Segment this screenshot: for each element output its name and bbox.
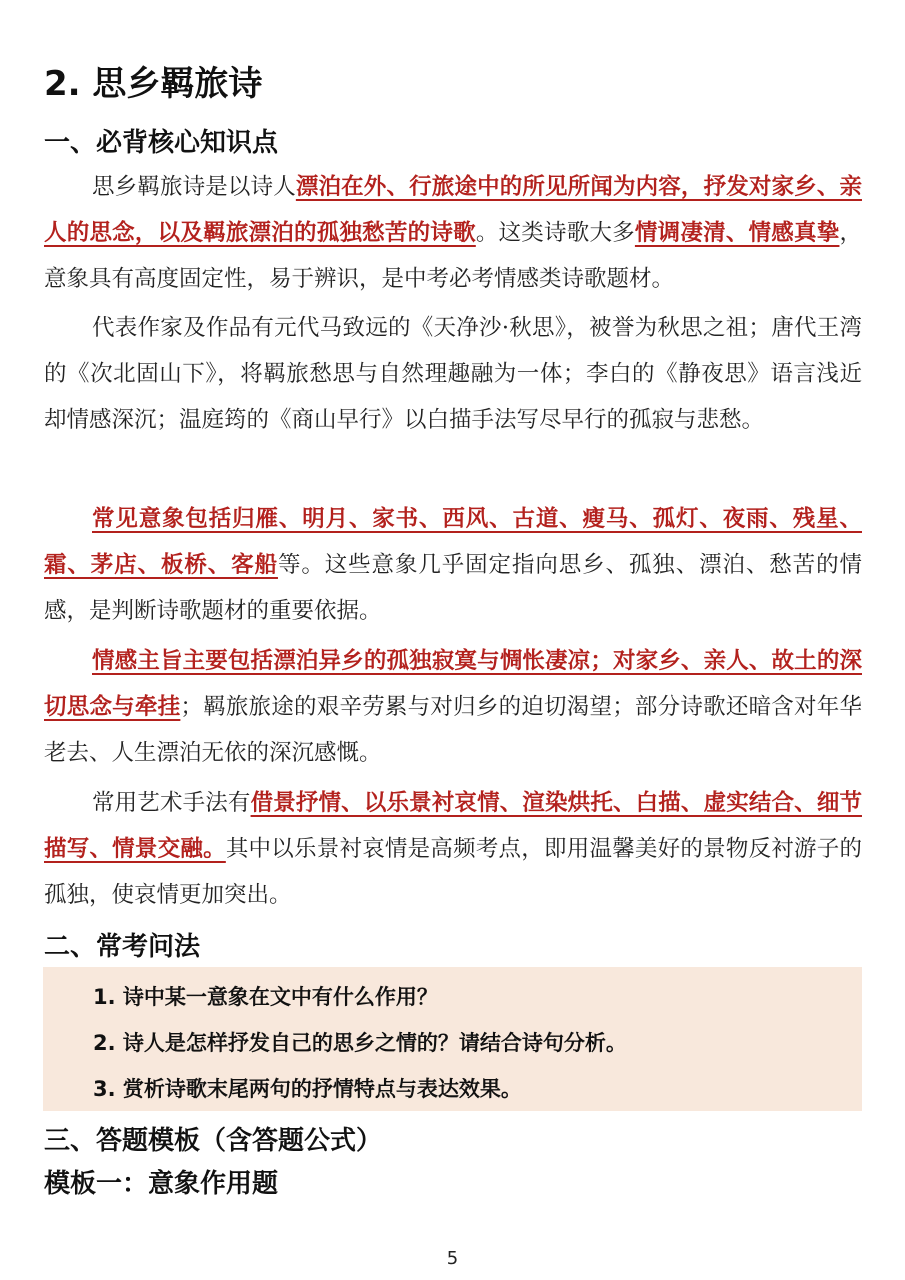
page-number: 5 (446, 1248, 459, 1269)
paragraph-techniques (44, 780, 862, 918)
paragraph-imagery (44, 496, 862, 634)
question-item-2: 2. 诗人是怎样抒发自己的思乡之情的？请结合诗句分析。 (93, 1031, 627, 1055)
question-item-3: 3. 赏析诗歌末尾两句的抒情特点与表达效果。 (93, 1077, 522, 1101)
paragraph-emotion-theme (44, 638, 862, 776)
highlighted-text: 借景抒情、以乐景衬哀情、渲染烘托、白描、虚实结合、细节描写、情景交融。 (44, 790, 862, 862)
paragraph-text: 其中以乐景衬哀情是高频考点，即用温馨美好的景物反衬游子的孤独，使哀情更加突出。 (44, 836, 862, 908)
section-heading-questions: 二、常考问法 (44, 932, 201, 962)
question-box (43, 967, 862, 1111)
highlighted-text: 漂泊在外、行旅途中的所见所闻为内容，抒发对家乡、亲人的思念，以及羁旅漂泊的孤独愁苦的诗歌 (44, 174, 862, 246)
page-title: 2. 思乡羁旅诗 (44, 64, 263, 104)
paragraph-text: 。这类诗歌大多 (475, 220, 635, 246)
paragraph-text: ；羁旅旅途的艰辛劳累与对归乡的迫切渴望；部分诗歌还暗含对年华老去、人生漂泊无依的深沉感慨。 (44, 694, 862, 766)
highlighted-text: 情感主旨主要包括漂泊异乡的孤独寂寞与惆怅凄凉；对家乡、亲人、故土的深切思念与牵挂 (44, 648, 862, 720)
paragraph-text: 常用艺术手法有 (92, 790, 251, 816)
section-heading-knowledge: 一、必背核心知识点 (44, 128, 279, 158)
paragraph-text: 思乡羁旅诗是以诗人 (92, 174, 296, 200)
paragraph-definition (44, 164, 862, 302)
template-subheading: 模板一：意象作用题 (44, 1169, 279, 1199)
highlighted-text: 情调凄清、情感真挚 (634, 220, 840, 246)
paragraph-representative-works: 代表作家及作品有元代马致远的《天净沙·秋思》，被誉为秋思之祖；唐代王湾的《次北固山下》，将羁旅愁思与自然理趣融为一体；李白的《静夜思》语言浅近却情感深沉；温庭筠的《商山早行》以白描手法写尽早行的孤寂与悲愁。 (44, 315, 862, 433)
paragraph-text: ，意象具有高度固定性，易于辨识，是中考必考情感类诗歌题材。 (44, 220, 862, 292)
highlighted-text: 常见意象包括归雁、明月、家书、西风、古道、瘦马、孤灯、夜雨、残星、霜、茅店、板桥、客船 (44, 506, 862, 578)
paragraph-text: 等。这些意象几乎固定指向思乡、孤独、漂泊、愁苦的情感，是判断诗歌题材的重要依据。 (44, 552, 862, 624)
section-heading-templates: 三、答题模板（含答题公式） (44, 1126, 383, 1156)
question-item-1: 1. 诗中某一意象在文中有什么作用？ (93, 985, 438, 1009)
